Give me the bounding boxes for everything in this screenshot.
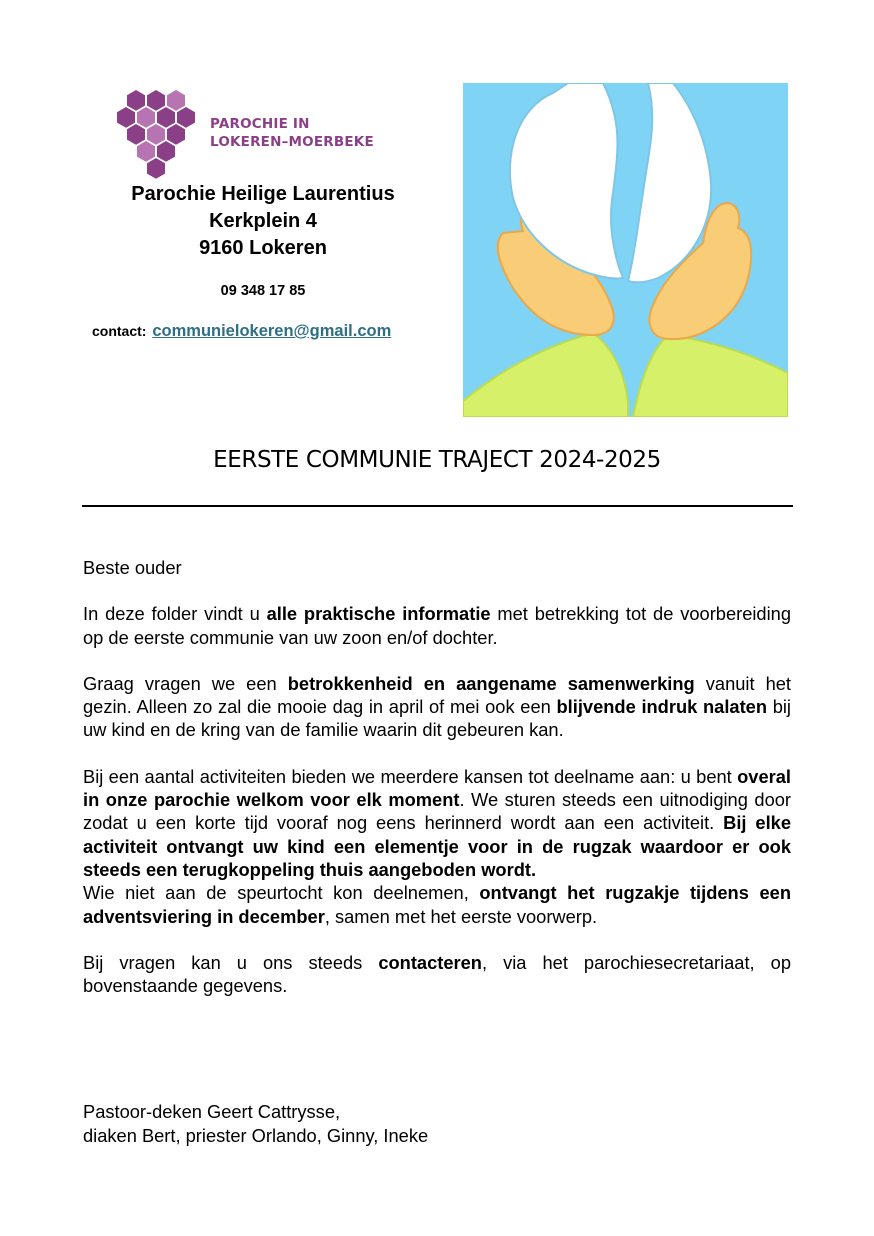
- parish-name: Parochie Heilige Laurentius: [131, 183, 395, 205]
- paragraph-3: Bij een aantal activiteiten bieden we meerdere kansen tot deelname aan: u bent overal in onze parochie welkom voor elk moment. We sturen steeds een uitnodiging door zodat u een korte tijd vooraf nog eens herinnerd wordt aan een activiteit. Bij elke activiteit ontvangt uw kind een elementje voor in de rugzak waardoor er ook steeds een terugkoppeling thuis aangeboden wordt.: [83, 765, 791, 880]
- signature-line-1: Pastoor-deken Geert Cattrysse,: [83, 1101, 341, 1122]
- contact-line: [92, 322, 391, 341]
- parish-city: 9160 Lokeren: [199, 237, 327, 259]
- contact-label: contact:: [92, 323, 147, 339]
- signature-line-2: diaken Bert, priester Orlando, Ginny, Ineke: [83, 1125, 429, 1146]
- contact-email-link[interactable]: communielokeren@gmail.com: [152, 322, 392, 340]
- parish-street: Kerkplein 4: [209, 210, 317, 232]
- hexagon-grapes-icon: [108, 90, 198, 180]
- signature: [83, 1100, 428, 1148]
- letter-body: [83, 556, 791, 997]
- paragraph-1: In deze folder vindt u alle praktische informatie met betrekking tot de voorbereiding op de eerste communie van uw zoon en/of dochter.: [83, 603, 791, 648]
- paragraph-2: Graag vragen we een betrokkenheid en aangename samenwerking vanuit het gezin. Alleen zo zal die mooie dag in april of mei ook een blijvende indruk nalaten bij uw kind en de kring van de familie waarin dit gebeuren kan.: [83, 672, 792, 741]
- communion-illustration: [463, 83, 788, 417]
- logo-text: [210, 115, 374, 151]
- document-title: EERSTE COMMUNIE TRAJECT 2024-2025: [213, 447, 661, 473]
- paragraph-5: Bij vragen kan u ons steeds contacteren, via het parochiesecretariaat, op bovenstaande gegevens.: [83, 951, 791, 997]
- title-divider: [82, 505, 793, 507]
- phone-number: 09 348 17 85: [220, 283, 306, 299]
- logo-line-1: PAROCHIE IN: [210, 116, 310, 132]
- paragraph-4: Wie niet aan de speurtocht kon deelnemen, ontvangt het rugzakje tijdens een adventsviering in december, samen met het eerste voorwerp.: [83, 882, 791, 927]
- parish-logo: [108, 90, 398, 180]
- hands-host-image: [463, 83, 788, 417]
- logo-line-2: LOKEREN–MOERBEKE: [210, 134, 374, 150]
- greeting: Beste ouder: [83, 557, 182, 578]
- parish-address: [80, 181, 446, 262]
